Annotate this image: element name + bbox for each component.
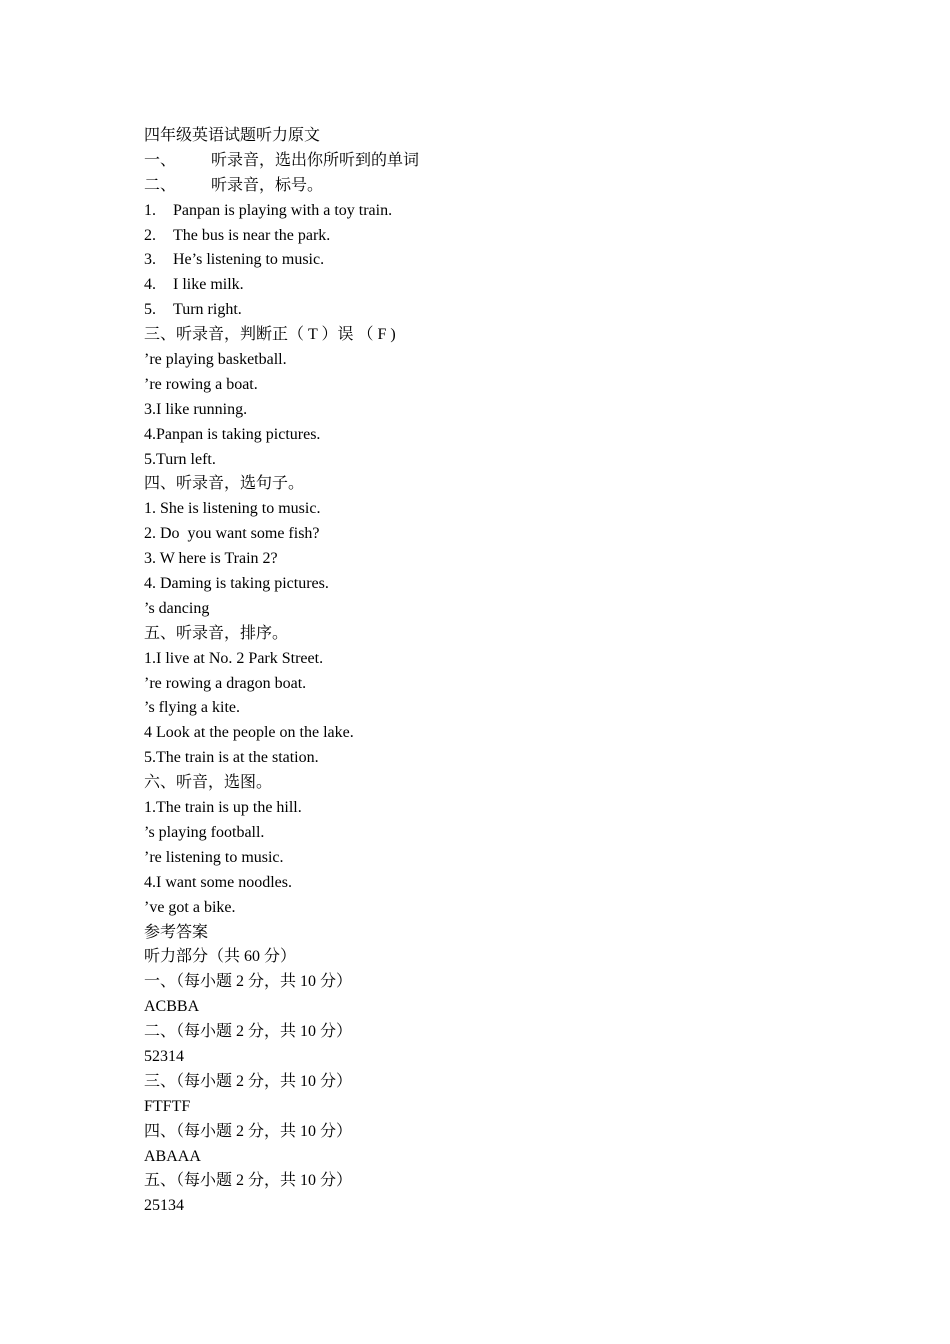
part3-item: 3.I like running.: [144, 400, 248, 418]
part6-item: ’s playing football.: [144, 823, 265, 841]
part3-item: 4.Panpan is taking pictures.: [144, 425, 321, 443]
part1-marker: 一、: [144, 151, 177, 169]
part1-text: 听录音，选出你所听到的单词: [211, 151, 420, 169]
part2-item: 5. Turn right.: [144, 301, 242, 319]
part6-item: 1.The train is up the hill.: [144, 799, 302, 817]
part2-item: 1. Panpan is playing with a toy train.: [144, 201, 393, 219]
part5-item: ’s flying a kite.: [144, 699, 240, 717]
answers-heading: 参考答案: [144, 923, 209, 941]
answer-section-label: 五、（每小题 2 分，共 10 分）: [144, 1172, 353, 1190]
document-title: 四年级英语试题听力原文: [144, 127, 321, 144]
part5-item: ’re rowing a dragon boat.: [144, 674, 307, 692]
part5-item: 5.The train is at the station.: [144, 749, 319, 767]
part3-item: ’re rowing a boat.: [144, 375, 258, 393]
answer-section-label: 一、（每小题 2 分，共 10 分）: [144, 973, 353, 991]
part5-item: 1.I live at No. 2 Park Street.: [144, 649, 324, 667]
part2-marker: 二、: [144, 176, 177, 194]
answer-key: ACBBA: [144, 998, 200, 1016]
part6-heading: 六、听音，选图。: [144, 774, 273, 792]
part4-heading: 四、听录音，选句子。: [144, 475, 305, 493]
document-page: [144, 124, 864, 1219]
part6-item: 4.I want some noodles.: [144, 873, 292, 891]
answer-section-label: 四、（每小题 2 分，共 10 分）: [144, 1122, 353, 1140]
part4-item: ’s dancing: [144, 599, 210, 617]
answer-key: 52314: [144, 1047, 184, 1065]
part1-heading: [144, 149, 864, 174]
part3-item: 5.Turn left.: [144, 450, 216, 468]
answer-section-label: 二、（每小题 2 分，共 10 分）: [144, 1023, 353, 1041]
part2-item: 4. I like milk.: [144, 276, 244, 294]
part2-item: 2. The bus is near the park.: [144, 226, 331, 244]
part4-item: 2. Do you want some fish?: [144, 525, 320, 543]
part2-heading: [144, 174, 864, 199]
part5-item: 4 Look at the people on the lake.: [144, 724, 354, 742]
answer-key: 25134: [144, 1197, 184, 1215]
part2-item: 3. He’s listening to music.: [144, 251, 325, 269]
answer-key: FTFTF: [144, 1097, 191, 1115]
part6-item: ’ve got a bike.: [144, 898, 236, 916]
part4-item: 3. W here is Train 2?: [144, 550, 278, 568]
part5-heading: 五、听录音，排序。: [144, 624, 289, 642]
part3-item: ’re playing basketball.: [144, 351, 287, 369]
answer-section-label: 三、（每小题 2 分，共 10 分）: [144, 1072, 353, 1090]
part3-heading: 三、听录音，判断正（ T ）误 （ F ): [144, 326, 396, 344]
answer-key: ABAAA: [144, 1147, 201, 1165]
part6-item: ’re listening to music.: [144, 848, 284, 866]
part4-item: 4. Daming is taking pictures.: [144, 575, 329, 593]
part2-text: 听录音，标号。: [211, 176, 324, 194]
answers-subheading: 听力部分（共 60 分）: [144, 948, 297, 966]
part4-item: 1. She is listening to music.: [144, 500, 321, 518]
